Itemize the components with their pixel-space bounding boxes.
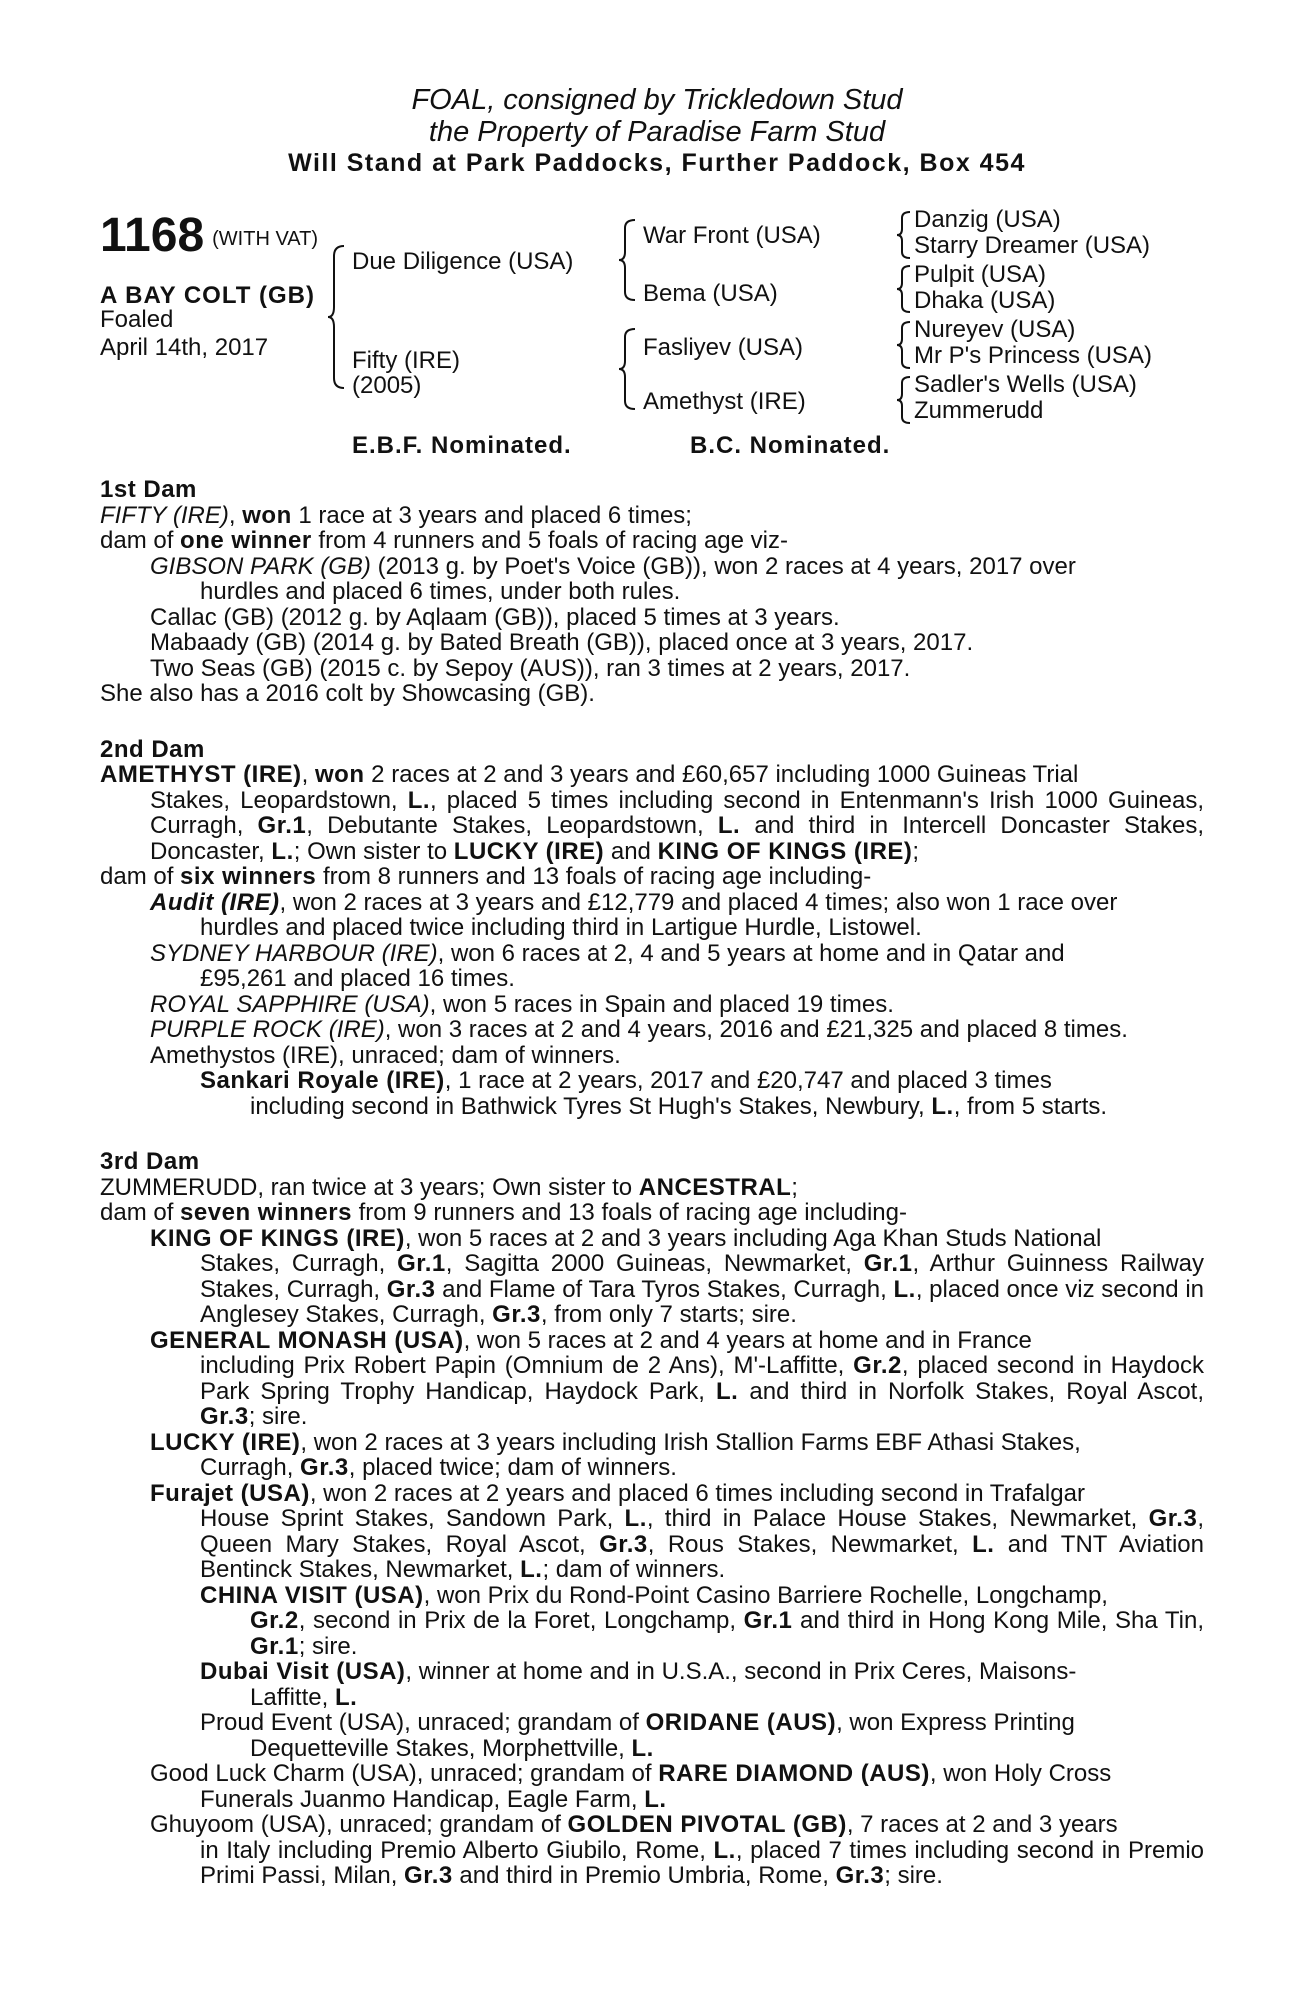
foaled-info [100, 306, 268, 362]
dam-sire: Fasliyev (USA) [643, 334, 804, 361]
grandsire-3: Pulpit (USA) [914, 261, 1047, 288]
foaled-label: Foaled [100, 306, 174, 333]
dam3-summary: ZUMMERUDD, ran twice at 3 years; Own sister to ANCESTRAL; [100, 1173, 798, 1201]
grandsire-1: Danzig (USA) [914, 206, 1061, 233]
dam1-also: She also has a 2016 colt by Showcasing (GB). [100, 680, 595, 707]
stand-location: Will Stand at Park Paddocks, Further Paddock, Box 454 [288, 149, 1026, 177]
produce-proud-event: Proud Event (USA), unraced; grandam of ORIDANE (AUS), won Express Printing Dequetteville Stakes, Morphettville, L. [200, 1709, 1075, 1762]
produce-royal-sapphire: ROYAL SAPPHIRE (USA), won 5 races in Spain and placed 19 times. [150, 990, 894, 1018]
dam-dam: Amethyst (IRE) [643, 388, 806, 415]
sire: Due Diligence (USA) [352, 248, 574, 275]
grandsire-8: Zummerudd [914, 397, 1044, 424]
sire-sire: War Front (USA) [643, 222, 821, 249]
dam1-summary: FIFTY (IRE), won 1 race at 3 years and placed 6 times; [100, 501, 692, 529]
pedigree-brace-sire [617, 218, 639, 302]
pedigree-brace-g34 [895, 264, 913, 314]
ebf-nominated: E.B.F. Nominated. [352, 432, 572, 459]
consignor-line: FOAL, consigned by Trickledown Stud [411, 84, 903, 116]
horse-name: A BAY COLT (GB) [100, 282, 316, 309]
produce-furajet: Furajet (USA), won 2 races at 2 years and placed 6 times including second in Trafalgar House Sprint Stakes, Sandown Park, L., third in Palace House Stakes, Newmarket, Gr.3, Queen Mary Stakes, Royal Ascot, Gr.3, Rous Stakes, Newmarket, L. and TNT Aviation Bentinck Stakes, Newmarket, L.; dam of winners. [150, 1479, 1205, 1583]
section-2nd-dam: 2nd Dam [100, 735, 205, 763]
dam: Fifty (IRE) [352, 347, 460, 374]
catalogue-body [100, 477, 1204, 1889]
produce-gibson-park: GIBSON PARK (GB) (2013 g. by Poet's Voice (GB)), won 2 races at 4 years, 2017 over hurdles and placed 6 times, under both rules. [150, 552, 1076, 605]
vat-label: (WITH VAT) [212, 228, 319, 250]
produce-purple-rock: PURPLE ROCK (IRE), won 3 races at 2 and 4 years, 2016 and £21,325 and placed 8 times. [150, 1016, 1128, 1043]
produce-callac: Callac (GB) (2012 g. by Aqlaam (GB)), placed 5 times at 3 years. [150, 603, 840, 631]
produce-good-luck-charm: Good Luck Charm (USA), unraced; grandam of RARE DIAMOND (AUS), won Holy Cross Funerals Juanmo Handicap, Eagle Farm, L. [150, 1760, 1112, 1813]
produce-ghuyoom: Ghuyoom (USA), unraced; grandam of GOLDEN PIVOTAL (GB), 7 races at 2 and 3 years in Italy including Premio Alberto Giubilo, Rome, L., placed 7 times including second in Premio Primi Passi, Milan, Gr.3 and third in Premio Umbria, Rome, Gr.3; sire. [150, 1811, 1205, 1889]
pedigree-brace-main [326, 244, 348, 390]
dam3-produce: dam of seven winners from 9 runners and 13 foals of racing age including- [100, 1199, 907, 1226]
dam2-produce: dam of six winners from 8 runners and 13 foals of racing age including- [100, 863, 872, 890]
lot-number: 1168 [100, 209, 205, 262]
produce-two-seas: Two Seas (GB) (2015 c. by Sepoy (AUS)), ran 3 times at 2 years, 2017. [150, 654, 911, 682]
produce-sankari-royale: Sankari Royale (IRE), 1 race at 2 years, 2017 and £20,747 and placed 3 times including second in Bathwick Tyres St Hugh's Stakes, Newbury, L., from 5 starts. [200, 1067, 1108, 1120]
pedigree-brace-g78 [895, 375, 913, 425]
dam-year: (2005) [352, 372, 422, 399]
grandsire-7: Sadler's Wells (USA) [914, 371, 1137, 398]
foaled-date: April 14th, 2017 [100, 334, 269, 361]
section-1st-dam: 1st Dam [100, 476, 197, 503]
section-3rd-dam: 3rd Dam [100, 1148, 200, 1175]
property-line: the Property of Paradise Farm Stud [428, 116, 886, 148]
pedigree-brace-dam [617, 327, 639, 411]
produce-general-monash: GENERAL MONASH (USA), won 5 races at 2 and 4 years at home and in France including Prix Robert Papin (Omnium de 2 Ans), M'-Laffitte, Gr.2, placed second in Haydock Park Spring Trophy Handicap, Haydock Park, L. and third in Norfolk Stakes, Royal Ascot, Gr.3; sire. [150, 1326, 1205, 1430]
produce-king-of-kings: KING OF KINGS (IRE), won 5 races at 2 and 3 years including Aga Khan Studs National Stakes, Curragh, Gr.1, Sagitta 2000 Guineas, Newmarket, Gr.1, Arthur Guinness Railway Stakes, Curragh, Gr.3 and Flame of Tara Tyros Stakes, Curragh, L., placed once viz second in Anglesey Stakes, Curragh, Gr.3, from only 7 starts; sire. [150, 1224, 1205, 1328]
grandsire-2: Starry Dreamer (USA) [914, 232, 1151, 259]
pedigree-brace-g56 [895, 320, 913, 370]
produce-sydney-harbour: SYDNEY HARBOUR (IRE), won 6 races at 2, 4 and 5 years at home and in Qatar and £95,261 and placed 16 times. [150, 939, 1065, 992]
grandsire-4: Dhaka (USA) [914, 287, 1056, 314]
grandsire-5: Nureyev (USA) [914, 316, 1076, 343]
sire-dam: Bema (USA) [643, 280, 778, 307]
produce-lucky: LUCKY (IRE), won 2 races at 3 years including Irish Stallion Farms EBF Athasi Stakes, Curragh, Gr.3, placed twice; dam of winners. [150, 1428, 1081, 1481]
bc-nominated: B.C. Nominated. [690, 432, 891, 459]
produce-amethystos: Amethystos (IRE), unraced; dam of winners. [150, 1041, 621, 1069]
produce-china-visit: CHINA VISIT (USA), won Prix du Rond-Point Casino Barriere Rochelle, Longchamp, Gr.2, second in Prix de la Foret, Longchamp, Gr.1 and third in Hong Kong Mile, Sha Tin, Gr.1; sire. [200, 1581, 1204, 1660]
dam1-produce: dam of one winner from 4 runners and 5 foals of racing age viz- [100, 527, 788, 554]
grandsire-6: Mr P's Princess (USA) [914, 342, 1152, 369]
produce-audit: Audit (IRE), won 2 races at 3 years and £12,779 and placed 4 times; also won 1 race over hurdles and placed twice including third in Lartigue Hurdle, Listowel. [150, 888, 1118, 941]
produce-mabaady: Mabaady (GB) (2014 g. by Bated Breath (GB)), placed once at 3 years, 2017. [150, 629, 974, 656]
produce-dubai-visit: Dubai Visit (USA), winner at home and in U.S.A., second in Prix Ceres, Maisons- Laffitte, L. [200, 1658, 1077, 1711]
pedigree-brace-g12 [895, 210, 913, 260]
dam2-summary: AMETHYST (IRE), won 2 races at 2 and 3 years and £60,657 including 1000 Guineas Trial Stakes, Leopardstown, L., placed 5 times including second in Entenmann's Irish 1000 Guineas, Curragh, Gr.1, Debutante Stakes, Leopardstown, L. and third in Intercell Doncaster Stakes, Doncaster, L.; Own sister to LUCKY (IRE) and KING OF KINGS (IRE); [100, 761, 1205, 865]
lot-number-block [100, 208, 318, 263]
